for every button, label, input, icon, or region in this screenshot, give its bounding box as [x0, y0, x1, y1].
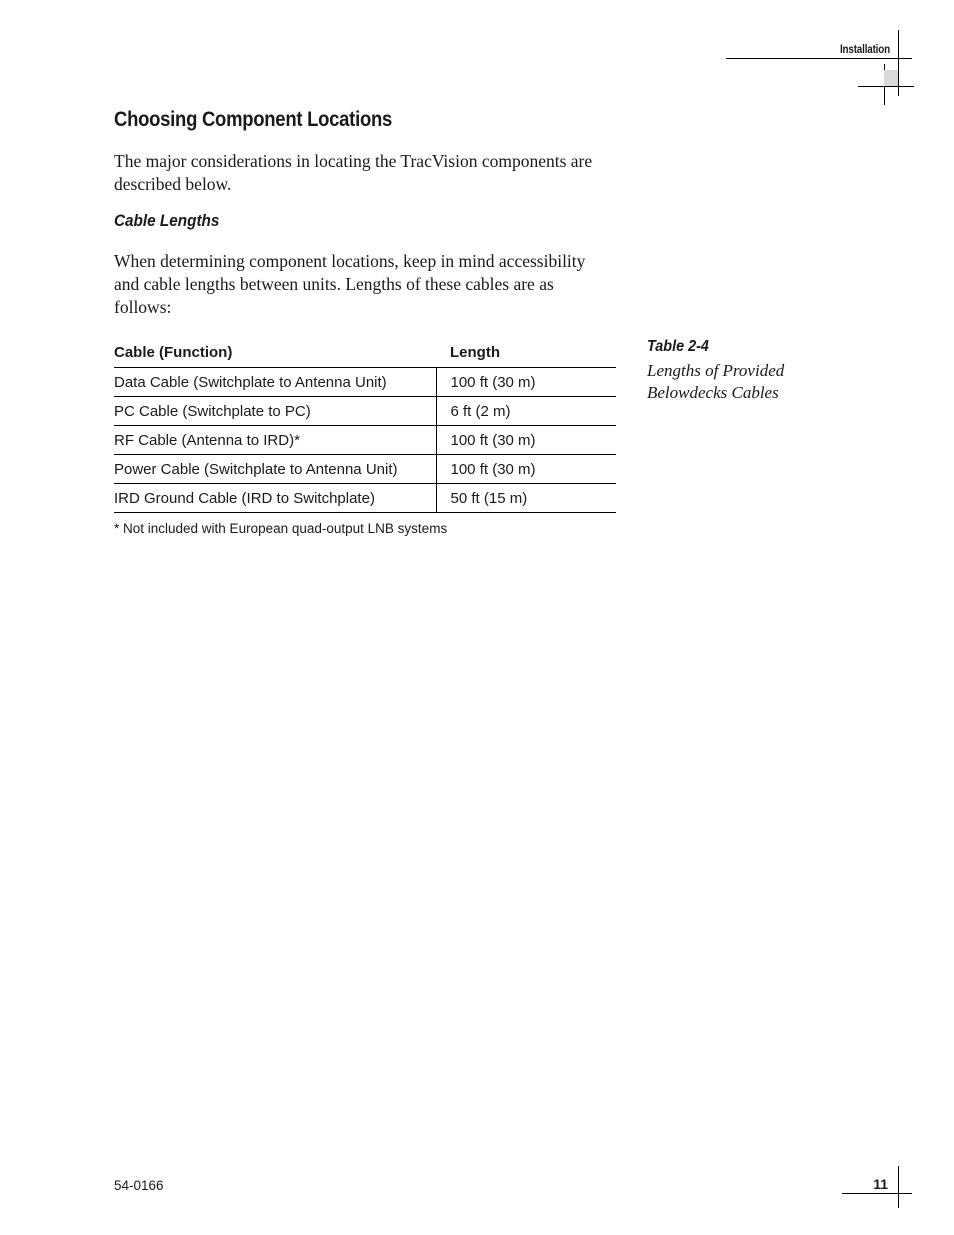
table-cell: PC Cable (Switchplate to PC): [114, 397, 436, 426]
document-number: 54-0166: [114, 1178, 164, 1193]
running-header: Installation: [840, 42, 890, 56]
table-row: [114, 455, 616, 484]
table-row: [114, 484, 616, 513]
table-footnote: * Not included with European quad-output LNB systems: [114, 521, 448, 536]
table-caption-label: Table 2-4: [647, 338, 709, 355]
table-cell: IRD Ground Cable (IRD to Switchplate): [114, 484, 436, 513]
table-row: [114, 368, 616, 397]
crop-mark: [898, 1166, 899, 1208]
table-cell: RF Cable (Antenna to IRD)*: [114, 426, 436, 455]
table-header-row: [114, 338, 616, 368]
intro-paragraph: The major considerations in locating the TracVision components are described below.: [114, 151, 593, 194]
table-cell: 50 ft (15 m): [436, 484, 616, 513]
subsection-title: Cable Lengths: [114, 211, 220, 230]
table-cell: 6 ft (2 m): [436, 397, 616, 426]
table-cell: 100 ft (30 m): [436, 368, 616, 397]
table-row: [114, 426, 616, 455]
table-row: [114, 397, 616, 426]
table-caption-text: Lengths of Provided Belowdecks Cables: [647, 361, 785, 402]
footer-rule: [842, 1193, 912, 1194]
crop-mark: [884, 70, 898, 86]
column-header: Length: [436, 338, 616, 368]
section-title: Choosing Component Locations: [114, 108, 393, 131]
table-cell: 100 ft (30 m): [436, 426, 616, 455]
crop-mark: [858, 86, 914, 87]
table-cell: Power Cable (Switchplate to Antenna Unit): [114, 455, 436, 484]
cable-lengths-table: [114, 338, 616, 513]
table-cell: 100 ft (30 m): [436, 455, 616, 484]
body-paragraph: When determining component locations, keep in mind accessibility and cable lengths between units. Lengths of these cables are as follows:: [114, 251, 586, 317]
page-number: 11: [873, 1176, 888, 1192]
table-cell: Data Cable (Switchplate to Antenna Unit): [114, 368, 436, 397]
header-rule: [726, 58, 912, 59]
column-header: Cable (Function): [114, 338, 436, 368]
